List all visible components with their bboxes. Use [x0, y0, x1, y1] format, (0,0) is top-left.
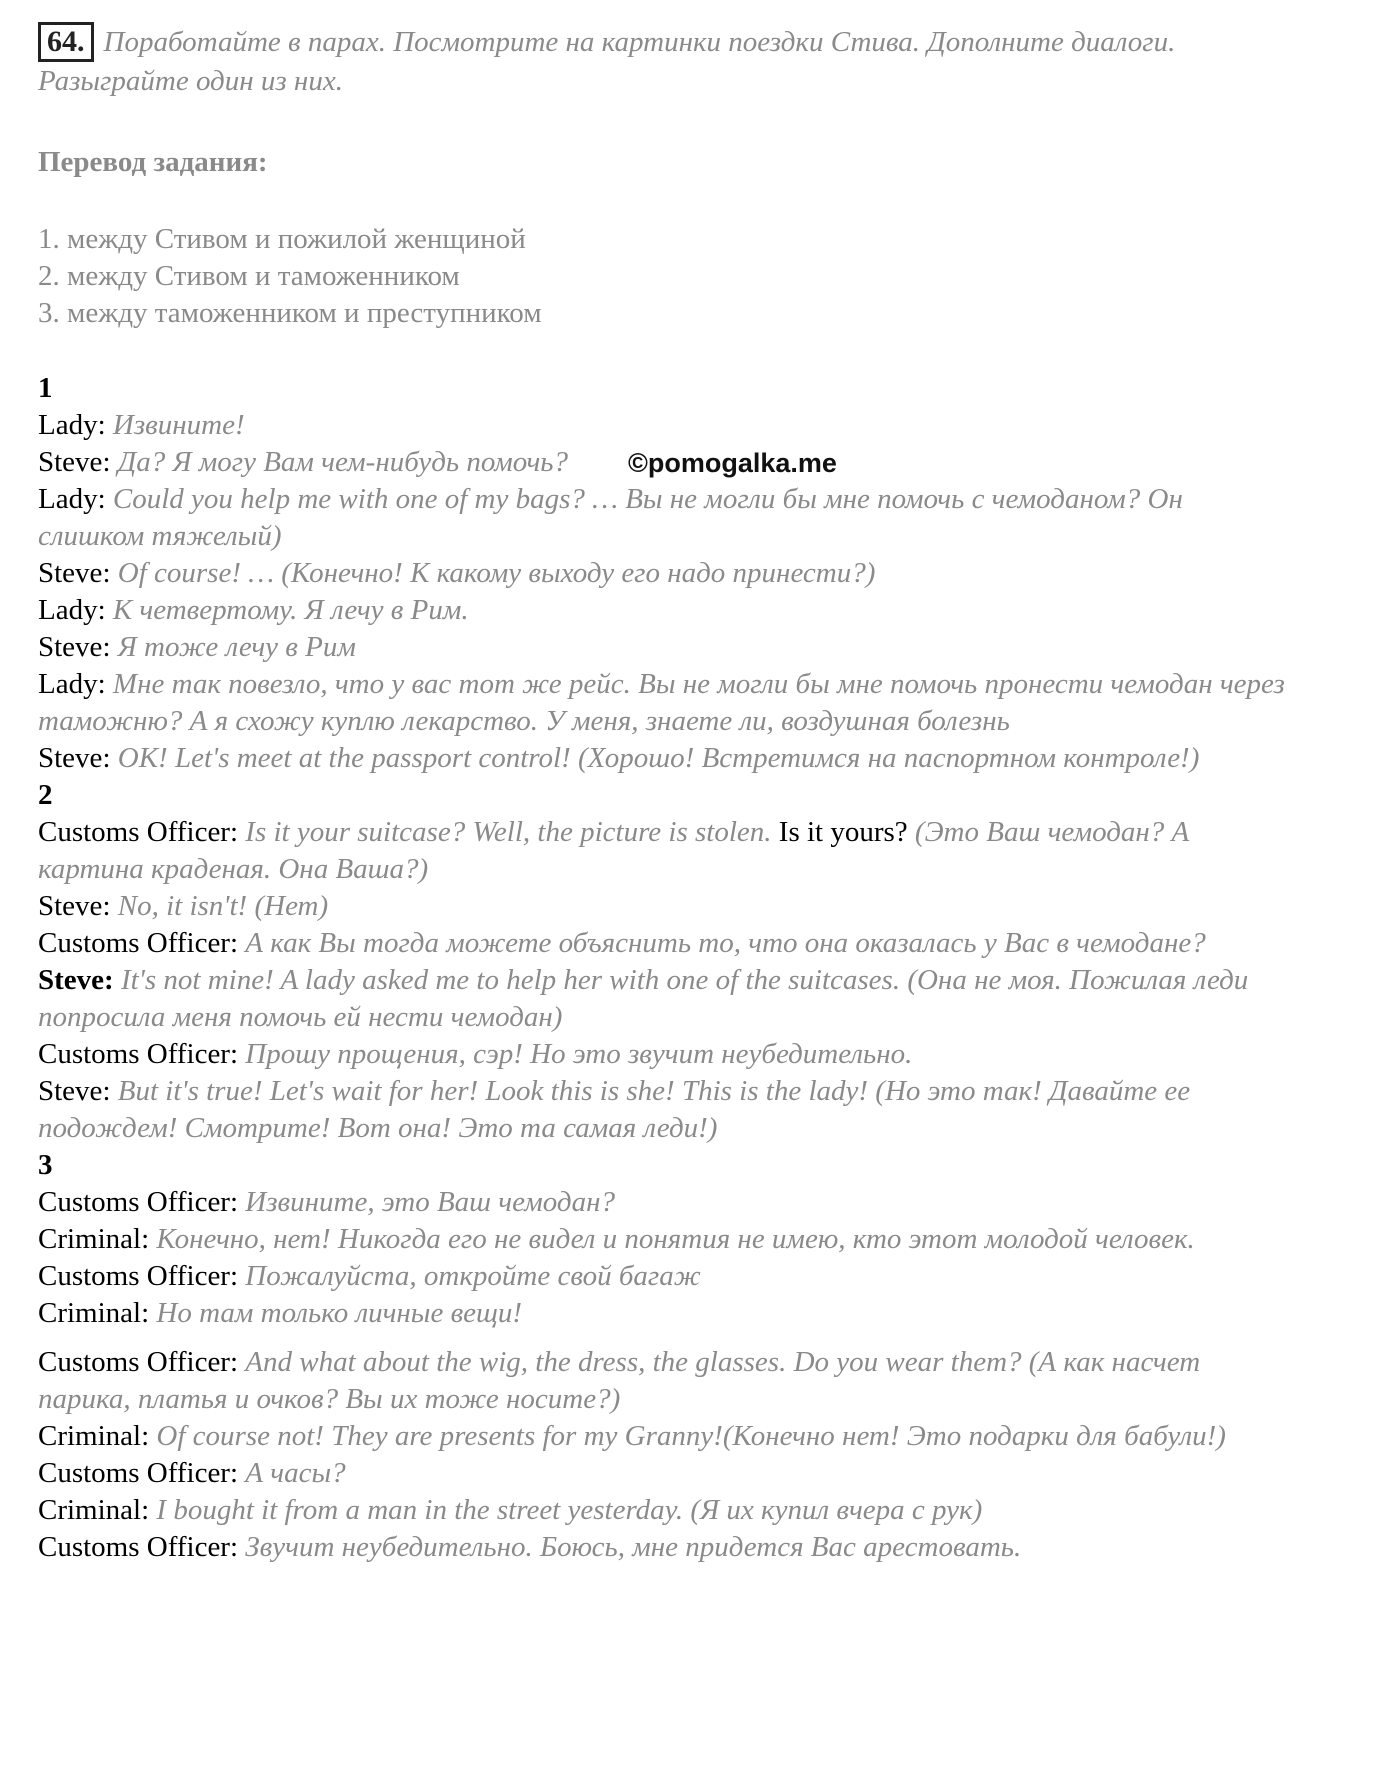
- speaker-name: Customs Officer: [38, 1260, 230, 1292]
- line-text: And what about the wig, the dress, the glasses. Do you wear them? (А как насчет парика, платья и очков? Вы их тоже носите?): [38, 1346, 1201, 1415]
- line-text: Мне так повезло, что у вас тот же рейс. Вы не могли бы мне помочь пронести чемодан через таможню? А я схожу куплю лекарство. У меня, знаете ли, воздушная болезнь: [38, 668, 1285, 737]
- dialogue-line: Customs Officer: Извините, это Ваш чемодан?: [38, 1186, 615, 1218]
- task-header: [38, 22, 1288, 100]
- speaker-name: Steve: [38, 557, 103, 589]
- dialogue-line: Customs Officer: And what about the wig, the dress, the glasses. Do you wear them? (А как насчет парика, платья и очков? Вы их тоже носите?): [38, 1346, 1201, 1415]
- dialogue-line: Customs Officer: Звучит неубедительно. Боюсь, мне придется Вас арестовать.: [38, 1531, 1022, 1563]
- speaker-name: Steve: [38, 890, 103, 922]
- line-text: Я тоже лечу в Рим: [117, 631, 356, 663]
- speaker-name: Customs Officer: [38, 816, 230, 848]
- line-text: А как Вы тогда можете объяснить то, что она оказалась у Вас в чемодане?: [245, 927, 1206, 959]
- speaker-name: Customs Officer: [38, 1531, 230, 1563]
- dialogue-line: Criminal: Но там только личные вещи!: [38, 1297, 523, 1329]
- dialogue-line: Customs Officer: А часы?: [38, 1457, 346, 1489]
- section-number: 2: [38, 779, 53, 811]
- line-text: А часы?: [245, 1457, 346, 1489]
- line-text: Конечно, нет! Никогда его не видел и понятия не имею, кто этот молодой человек.: [156, 1223, 1195, 1255]
- speaker-name: Lady: [38, 483, 98, 515]
- task-number: 64.: [38, 22, 94, 62]
- options-list: [38, 221, 1288, 332]
- dialogue-line: Steve: Of course! … (Конечно! К какому выходу его надо принести?): [38, 557, 876, 589]
- line-text: Но там только личные вещи!: [156, 1297, 523, 1329]
- speaker-name: Customs Officer: [38, 1346, 230, 1378]
- speaker-name: Steve: [38, 446, 103, 478]
- line-text: Извините!: [112, 409, 245, 441]
- line-text-translation: (Это Ваш чемодан? А картина краденая. Она Ваша?): [38, 816, 1190, 885]
- dialogue-line: Customs Officer: Прошу прощения, сэр! Но это звучит неубедительно.: [38, 1038, 913, 1070]
- speaker-name: Criminal: [38, 1420, 142, 1452]
- speaker-name: Customs Officer: [38, 1038, 230, 1070]
- line-text-plain: Is it yours?: [771, 816, 915, 848]
- line-text: Пожалуйста, откройте свой багаж: [245, 1260, 701, 1292]
- speaker-name: Lady: [38, 594, 98, 626]
- speaker-name: Lady: [38, 668, 98, 700]
- speaker-name: Customs Officer: [38, 1186, 230, 1218]
- speaker-name: Steve:: [38, 964, 114, 996]
- speaker-name: Lady: [38, 409, 98, 441]
- translation-heading: Перевод задания:: [38, 146, 268, 178]
- speaker-name: Criminal: [38, 1494, 142, 1526]
- line-text: No, it isn't! (Нет): [117, 890, 329, 922]
- line-text: Да? Я могу Вам чем-нибудь помочь?: [117, 446, 569, 478]
- dialogue-line: Customs Officer: Is it your suitcase? Well, the picture is stolen. Is it yours? (Это Ваш чемодан? А картина краденая. Она Ваша?): [38, 816, 1190, 885]
- dialogue-line: Steve: But it's true! Let's wait for her! Look this is she! This is the lady! (Но это так! Давайте ее подождем! Смотрите! Вот она! Это та самая леди!): [38, 1075, 1191, 1144]
- option-item: 3. между таможенником и преступником: [38, 297, 542, 329]
- watermark: ©pomogalka.me: [628, 448, 837, 478]
- line-text: But it's true! Let's wait for her! Look this is she! This is the lady! (Но это так! Давайте ее подождем! Смотрите! Вот она! Это та самая леди!): [38, 1075, 1191, 1144]
- dialogue-1: [38, 370, 1288, 1566]
- line-text: Could you help me with one of my bags? … Вы не могли бы мне помочь с чемоданом? Он слишком тяжелый): [38, 483, 1183, 552]
- dialogue-line: Steve: No, it isn't! (Нет): [38, 890, 329, 922]
- speaker-name: Customs Officer: [38, 1457, 230, 1489]
- dialogue-line: Criminal: Конечно, нет! Никогда его не видел и понятия не имею, кто этот молодой человек.: [38, 1223, 1195, 1255]
- section-number: 3: [38, 1149, 53, 1181]
- dialogue-line: [38, 962, 1288, 1036]
- dialogue-line: Steve: OK! Let's meet at the passport control! (Хорошо! Встретимся на паспортном контроле!): [38, 742, 1200, 774]
- speaker-name: Steve: [38, 631, 103, 663]
- dialogue-line: Lady: Извините!: [38, 409, 245, 441]
- line-text: Is it your suitcase? Well, the picture is stolen.: [245, 816, 772, 848]
- line-text: Of course not! They are presents for my Granny!(Конечно нет! Это подарки для бабули!): [156, 1420, 1226, 1452]
- dialogue-line: Lady: Мне так повезло, что у вас тот же рейс. Вы не могли бы мне помочь пронести чемодан через таможню? А я схожу куплю лекарство. У меня, знаете ли, воздушная болезнь: [38, 668, 1285, 737]
- dialogue-line: Customs Officer: Пожалуйста, откройте свой багаж: [38, 1260, 701, 1292]
- speaker-name: Criminal: [38, 1297, 142, 1329]
- speaker-name: Steve: [38, 742, 103, 774]
- speaker-name: Steve: [38, 1075, 103, 1107]
- dialogue-line: Customs Officer: А как Вы тогда можете объяснить то, что она оказалась у Вас в чемодане?: [38, 927, 1206, 959]
- line-text: Извините, это Ваш чемодан?: [245, 1186, 615, 1218]
- line-text: Of course! … (Конечно! К какому выходу его надо принести?): [117, 557, 876, 589]
- speaker-name: Customs Officer: [38, 927, 230, 959]
- dialogue-line: Lady: Could you help me with one of my bags? … Вы не могли бы мне помочь с чемоданом? Он слишком тяжелый): [38, 483, 1183, 552]
- line-text: К четвертому. Я лечу в Рим.: [112, 594, 469, 626]
- line-text: I bought it from a man in the street yesterday. (Я их купил вчера с рук): [156, 1494, 983, 1526]
- dialogue-line: Steve: Я тоже лечу в Рим: [38, 631, 356, 663]
- document-page: [38, 22, 1288, 1566]
- line-text: It's not mine! A lady asked me to help her with one of the suitcases. (Она не моя. Пожилая леди попросила меня помочь ей нести чемодан): [38, 964, 1249, 1033]
- option-item: 1. между Стивом и пожилой женщиной: [38, 223, 526, 255]
- dialogue-line: Criminal: I bought it from a man in the street yesterday. (Я их купил вчера с рук): [38, 1494, 983, 1526]
- dialogue-line: Criminal: Of course not! They are presents for my Granny!(Конечно нет! Это подарки для бабули!): [38, 1420, 1226, 1452]
- task-instruction: Поработайте в парах. Посмотрите на картинки поездки Стива. Дополните диалоги. Разыграйте один из них.: [38, 26, 1176, 97]
- dialogue-line: Lady: К четвертому. Я лечу в Рим.: [38, 594, 469, 626]
- line-text: Прошу прощения, сэр! Но это звучит неубедительно.: [245, 1038, 913, 1070]
- dialogue-line: Steve: Да? Я могу Вам чем-нибудь помочь?: [38, 446, 569, 478]
- line-text: Звучит неубедительно. Боюсь, мне придется Вас арестовать.: [245, 1531, 1022, 1563]
- option-item: 2. между Стивом и таможенником: [38, 260, 460, 292]
- line-text: OK! Let's meet at the passport control! (Хорошо! Встретимся на паспортном контроле!): [117, 742, 1200, 774]
- speaker-name: Criminal: [38, 1223, 142, 1255]
- section-number: 1: [38, 372, 53, 404]
